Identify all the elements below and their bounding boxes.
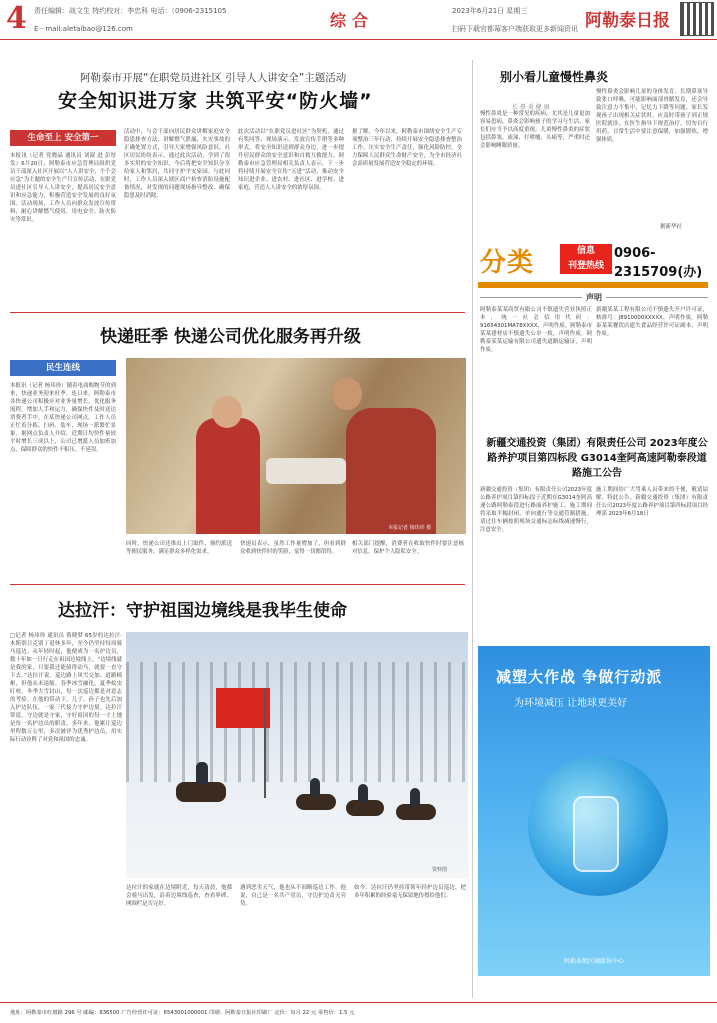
declaration-label-wrap [480, 292, 708, 303]
page-header [0, 0, 717, 40]
ad-phone: 0906-2315709(办) [614, 246, 703, 280]
article2-col2: 同时，快递公司还推出上门取件、预约派送等便民服务，满足群众多样化需求。 [126, 541, 232, 555]
ad-red-top: 信息 [576, 246, 595, 256]
article2-col1: 本报讯（记者 杨玮珍）随着电商购物节的到来，快递业务迎来旺季。连日来，阿勒泰市各快递公司积极应对业务量增长，优化服务流程，增加人手和运力，确保快件及时送达消费者手中。在某快递公司网点，工作人员正忙着分拣、扫码、装车，现场一派繁忙景象。据网点负责人介绍，近期日均快件量较平时增长三成以上，公司已增派人员加班加点，保障群众的快件不积压、不延误。 [10, 383, 116, 453]
article1-col4: 据了解，今年以来，阿勒泰市围绕安全生产专项整治三年行动，持续开展安全隐患排查整治工作，压实安全生产责任，强化风险防控，全力保障人民群众生命财产安全，为全市经济社会高质量发展营造安全稳定的环境。 [352, 129, 462, 167]
poster-subline: 为环境减压 让地球更美好 [514, 698, 628, 709]
flagpole-shape [264, 688, 266, 798]
divider [10, 312, 465, 313]
horse-shape [396, 804, 436, 820]
article3-col4: 如今，达拉汗仍坚持带领年轻护边员巡边，把多年积累的经验毫无保留地传授给他们。 [354, 885, 466, 899]
photo-credit: 本报记者 杨玮珍 摄 [388, 525, 432, 531]
plastic-reduction-poster [478, 646, 710, 976]
notice-col1: 新疆交通投资（集团）有限责任公司2023年度公路养护项目第四标段于近期在G3014奎阿高速公路阿勒泰段进行路面养护施工。施工期间将采取半幅封闭、单向通行等交通管制措施。请过往车辆按照现场交通标志标线减速慢行，注意安全。 [480, 487, 592, 533]
poster-headline: 减塑大作战 争做行动派 [496, 668, 663, 686]
courier-figure [196, 418, 260, 534]
article2-title: 快递旺季 快递公司优化服务再升级 [100, 327, 361, 347]
article3-title: 达拉汗：守护祖国边境线是我毕生使命 [58, 601, 347, 621]
section-title: 综合 [330, 11, 375, 30]
article2-col3: 快递员表示，虽然工作量增加了，但看到群众收到快件时的笑脸，觉得一切都值得。 [240, 541, 346, 555]
courier-figure-2 [346, 408, 436, 534]
article1-kicker: 阿勒泰市开展“在职党员进社区 引导人人讲安全”主题活动 [80, 72, 347, 84]
newspaper-name: 阿勒泰日报 [585, 11, 670, 31]
parcel-shape [266, 458, 346, 484]
ad-underline [478, 282, 708, 288]
health-col2: 慢性鼻炎会影响儿童的身体发育。长期鼻塞导致张口呼吸，可能影响面部骨骼发育，还会导致注意力不集中、记忆力下降等问题。家长发现孩子出现相关症状时，应及时带孩子到正规医院就诊，在医生指导下规范治疗，切勿自行用药。日常生活中要注意保暖，加强锻炼，增强体质。 [596, 89, 708, 143]
flag-shape [216, 688, 270, 728]
date-line: 2023年6月21日 星期三 [452, 7, 528, 15]
health-author: 据新华社 [660, 224, 683, 230]
horse-shape [296, 794, 336, 810]
ad-title: 分类 [480, 248, 535, 278]
health-col1: 慢性鼻炎是一种常见的疾病，尤其是儿童更加容易患病。鼻炎会影响孩子的学习与生活，家长们应当予以高度重视。儿童慢性鼻炎的症状包括鼻塞、流涕、打喷嚏、头痛等，严重时还会影响睡眠质量。 [480, 111, 590, 149]
photo-credit: 资料图 [432, 867, 448, 873]
courier-head [212, 396, 242, 428]
article1-col3: 此次活动以“在职党员进社区”为契机，通过有奖问答、现场演示、发放宣传手册等多种形式，将安全知识送到群众身边，进一步提升居民群众的安全意识和自救互救能力。阿勒泰市应急管理局相关负责人表示，下一步将持续开展安全宣传“五进”活动，推动安全知识进企业、进农村、进社区、进学校、进家庭，营造人人讲安全的浓厚氛围。 [238, 129, 344, 191]
forest-shape [126, 662, 468, 782]
article2-badge: 民生连线 [10, 360, 116, 376]
article3-col3: 遇到恶劣天气，他也从不间断巡边工作。他说，自己是一名共产党员，守边护边责无旁贷。 [240, 885, 346, 907]
article2-col4: 相关部门提醒，消费者在收取快件时要注意核对信息，保护个人隐私安全。 [352, 541, 464, 555]
rider-shape [310, 778, 320, 796]
border-patrol-photo [126, 632, 468, 878]
rider-shape [358, 784, 368, 802]
rider-shape [410, 788, 420, 806]
article3-col1: □记者 杨玮珍 通讯员 蔡晓梦 65岁的达拉汗·木斯别日克别丁退休多年，至今仍坚持每周骑马巡边。从年轻时起，他便成为一名护边员，数十年如一日行走在祖国边境线上。“边境线就是我的家，只要我还能骑得动马，就要一直守下去。”达拉汗说。巡边路上风雪交加、道路崎岖，但他从未退缩。春季冰雪融化，夏季蚊虫叮咬，冬季大雪封山，每一次巡边都是对意志的考验。在他的带动下，儿子、孙子也先后加入护边队伍，一家三代接力守护边境。达拉汗常说，守边就是守家，守好祖国的每一寸土地是每一名护边员的职责。多年来，他累计巡边里程数万公里，多次被评为优秀护边员，用实际行动诠释了对党和祖国的忠诚。 [10, 633, 122, 743]
qr-code-icon [680, 2, 714, 36]
bottle-icon [573, 796, 619, 872]
app-line: 扫码下载官都莓客户端获取更多新闻资讯 [452, 25, 578, 33]
declaration-label: 声明 [582, 293, 606, 302]
rider-shape [196, 762, 208, 784]
column-divider [472, 60, 473, 998]
poster-footer: 阿勒泰地区融媒体中心 [563, 958, 624, 965]
email-line: E－mail:aletaibao@126.com [34, 25, 133, 33]
ad-red-bottom: 刊登热线 [567, 261, 604, 271]
health-subtitle: 长 鼻 炎 健 康 [512, 104, 550, 111]
horse-shape [176, 782, 226, 802]
courier-photo [126, 358, 466, 534]
declaration-col2: 新疆某某工程有限公司不慎遗失开户许可证，核准号：J8910000XXXXX，声明作废。阿勒泰某某餐饮店遗失食品经营许可证副本，声明作废。 [596, 307, 708, 337]
editor-line: 责任编辑：战文生 特约校对：李忠科 电话：（0906-2315105 [34, 7, 227, 15]
page-number: 4 [6, 1, 27, 36]
declaration-col1: 阿勒泰某某商贸有限公司不慎遗失营业执照正本，统一社会信用代码：91654301MA78XXXX，声明作废。阿勒泰市某某建材店不慎遗失公章一枚，声明作废。阿勒泰某某运输有限公司遗失道路运输证，声明作废。 [480, 307, 592, 353]
ad-red-block [560, 244, 612, 274]
classified-ad-banner [478, 240, 708, 280]
courier-head-2 [332, 378, 362, 410]
notice-col2: 施工期间给广大驾乘人员带来的不便，敬请谅解。特此公告。新疆交通投资（集团）有限责任公司2023年度公路养护项目第四标段项目经理部 2023年6月18日 [596, 487, 708, 517]
divider [10, 584, 465, 585]
article1-col1: 本报讯（记者 党晓晶 通讯员 刘淑 进 彭厚发）6月20日，阿勒泰市应急管理局组织党员干部深入社区开展以“人人讲安全、个个会应急”为主题的安全生产月宣传活动，在职党员进社区引导人人讲安全，提高居民安全意识和应急能力，积极营造安全发展的良好氛围。活动现场，工作人员向群众发放宣传资料，耐心讲解燃气使用、用电安全、防火防灾等常识。 [10, 153, 116, 223]
article1-col2: 活动中，与会干部向居民群众讲解家庭安全隐患排查方法，讲解燃气泄漏、火灾事故的正确处置方式，引导大家增强风险意识。社区居民纷纷表示，通过此次活动，学到了很多实用的安全知识，今后将把安全知识分享给家人和邻居，共同守护平安家园。与此同时，工作人员深入辖区商户检查消防设施配备情况，对发现的问题现场指导整改，确保隐患及时消除。 [124, 129, 230, 199]
horse-shape [346, 800, 384, 816]
health-title: 别小看儿童慢性鼻炎 [500, 70, 609, 84]
page-footer: 地址：阿勒泰市红墩路 296 号 邮编：836500 广告经营许可证：6543001000001 印刷：阿勒泰日报社印刷厂 定价：每月 22 元 零售价：1.5 元 [0, 1002, 717, 1023]
article3-col2: 达拉汗的家就在边境附近，每天清晨，他都会骑马出发，沿着边境线巡查，查看界碑、网围栏是否完好。 [126, 885, 232, 907]
article1-badge: 生命至上 安全第一 [10, 130, 116, 146]
notice-title: 新疆交通投资（集团）有限责任公司 2023年度公路养护项目第四标段 G3014奎阿高速阿勒泰段道路施工公告 [486, 438, 708, 479]
article1-title: 安全知识进万家 共筑平安“防火墙” [58, 90, 373, 112]
